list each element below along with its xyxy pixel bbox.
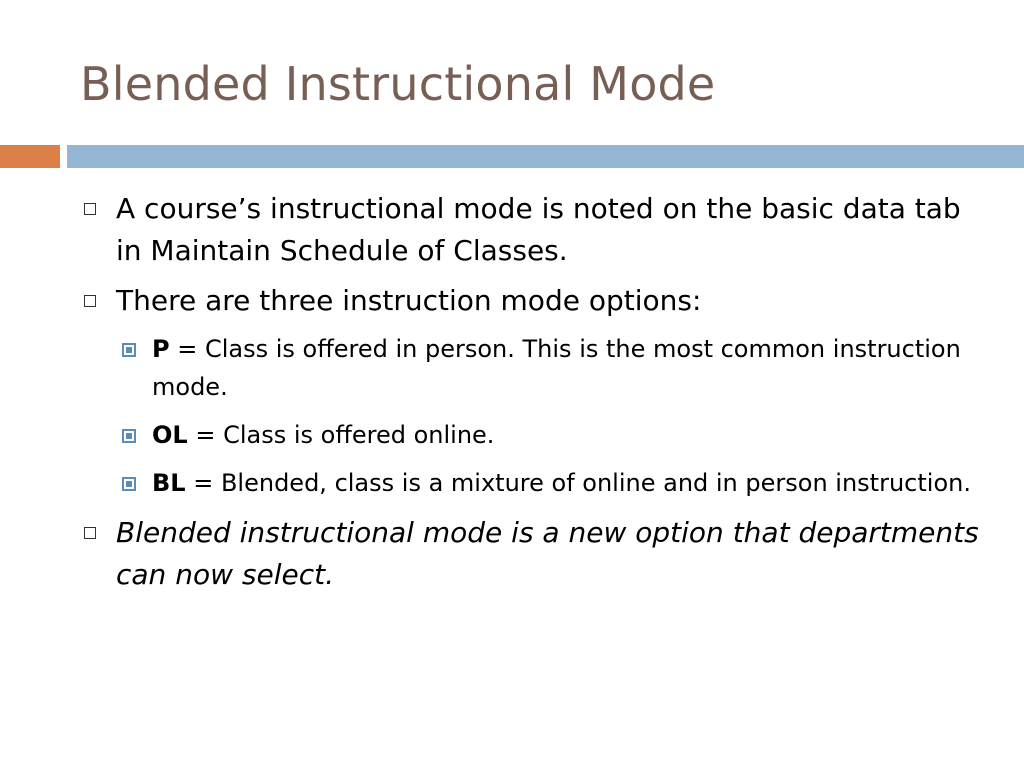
square-bullet-icon (84, 295, 96, 307)
mode-description: = Class is offered in person. This is the most common instruction mode. (152, 335, 961, 401)
filled-square-bullet-icon (122, 429, 136, 443)
sub-bullet-item-p (120, 330, 980, 406)
mode-description: = Class is offered online. (187, 421, 495, 449)
orange-accent-bar (0, 145, 60, 168)
mode-code: P (152, 335, 170, 363)
sub-bullet-item-bl (120, 464, 980, 502)
bullet-text: A course’s instructional mode is noted on the basic data tab in Maintain Schedule of Classes. (116, 192, 961, 267)
square-bullet-icon (84, 203, 96, 215)
bullet-item-2 (80, 280, 980, 322)
slide-title: Blended Instructional Mode (80, 57, 716, 111)
sub-bullet-item-ol (120, 416, 980, 454)
blue-rule-bar (67, 145, 1024, 168)
square-bullet-icon (84, 527, 96, 539)
mode-description: = Blended, class is a mixture of online and in person instruction. (185, 469, 971, 497)
bullet-item-3 (80, 512, 980, 596)
filled-square-bullet-icon (122, 477, 136, 491)
filled-square-bullet-icon (122, 343, 136, 357)
bullet-list (80, 188, 980, 604)
bullet-item-1 (80, 188, 980, 272)
mode-code: BL (152, 469, 186, 497)
mode-code: OL (152, 421, 188, 449)
bullet-text: Blended instructional mode is a new option that departments can now select. (116, 516, 979, 591)
bullet-text: There are three instruction mode options: (116, 284, 702, 317)
sub-bullet-list (80, 330, 980, 502)
